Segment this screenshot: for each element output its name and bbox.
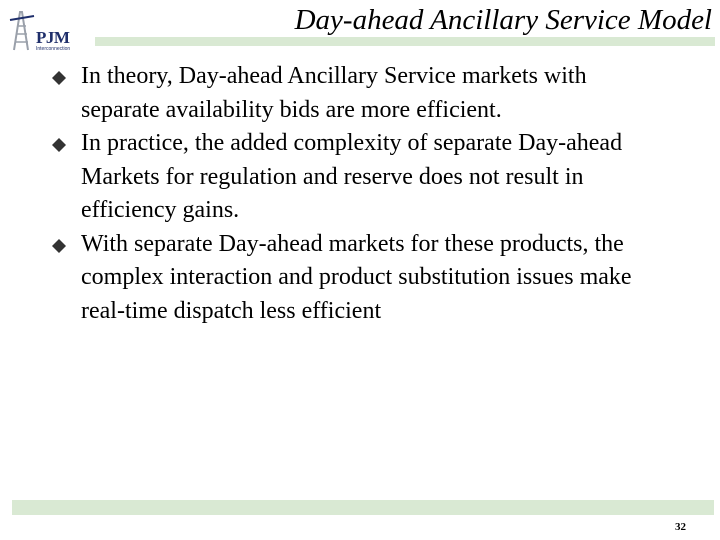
pjm-logo [8,6,82,52]
title-accent-bar [95,37,715,46]
bullet-item [52,127,652,228]
diamond-bullet-icon [52,138,66,152]
bullet-text: In theory, Day-ahead Ancillary Service markets with separate availability bids are more efficient. [81,63,587,123]
page-number: 32 [675,521,686,533]
bullet-item [52,228,652,329]
pjm-tower-logo-icon [8,6,38,52]
diamond-bullet-icon [52,239,66,253]
bullet-item [52,60,652,127]
bullet-text: With separate Day-ahead markets for these products, the complex interaction and product substitution issues make real-time dispatch less efficient [81,230,632,324]
bullet-text: In practice, the added complexity of separate Day-ahead Markets for regulation and reserve does not result in efficiency gains. [81,130,623,223]
footer-accent-bar [12,500,714,515]
logo-tagline: Interconnection [36,46,71,52]
logo-name: PJM [36,28,70,47]
diamond-bullet-icon [52,71,66,85]
bullet-list [52,60,652,328]
slide-title: Day-ahead Ancillary Service Model [294,4,712,36]
